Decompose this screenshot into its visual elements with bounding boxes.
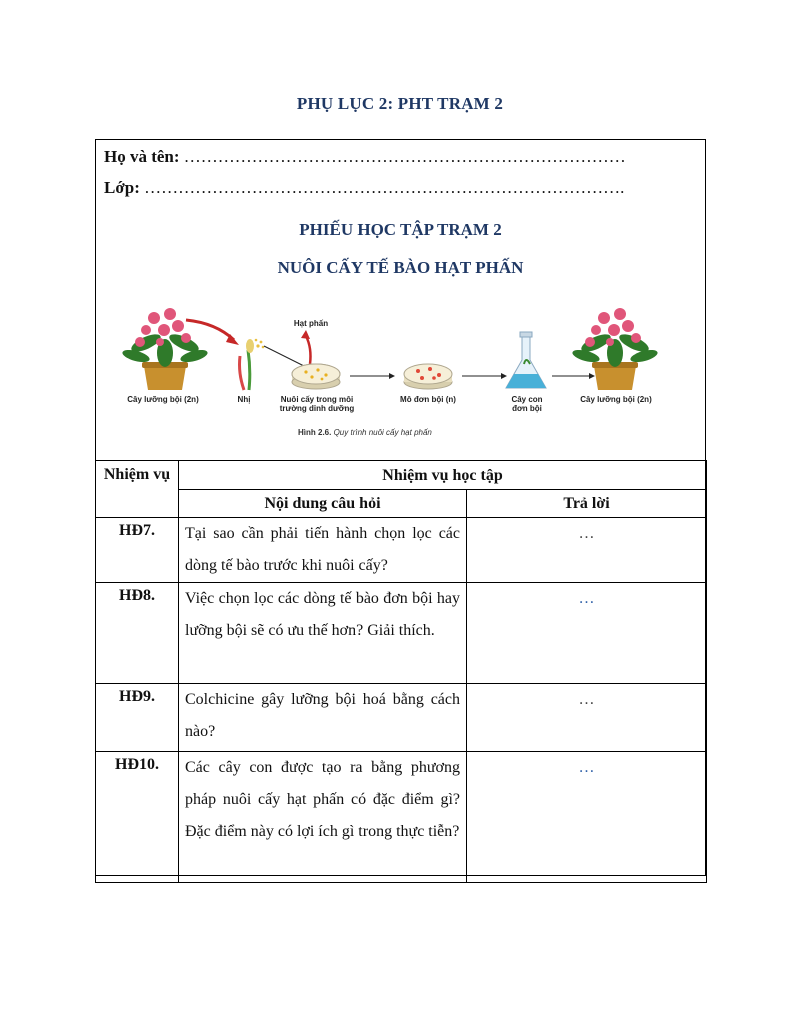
culture-dish-icon (292, 364, 340, 389)
worksheet-frame (95, 139, 706, 876)
answer-cell[interactable]: … (467, 518, 707, 583)
table-row (96, 583, 707, 684)
flask-icon (506, 332, 546, 388)
task-code: HĐ8. (96, 583, 179, 684)
label-stamen: Nhị (237, 395, 251, 404)
class-dots: …………………………………………………………………………. (144, 178, 625, 197)
diploid-plant-icon (571, 308, 659, 390)
header-question: Nội dung câu hỏi (179, 490, 467, 518)
table-row (96, 684, 707, 752)
stamen-icon (240, 339, 255, 390)
sheet-subtitle: NUÔI CẤY TẾ BÀO HẠT PHẤN (277, 258, 524, 277)
label-parent-plant: Cây lưỡng bội (2n) (127, 395, 199, 404)
answer-cell[interactable]: … (467, 583, 707, 684)
header-group: Nhiệm vụ học tập (179, 461, 707, 490)
task-question: Colchicine gây lưỡng bội hoá bằng cách nào? (179, 684, 467, 752)
sheet-title: PHIẾU HỌC TẬP TRẠM 2 (299, 220, 502, 239)
class-field[interactable] (104, 178, 624, 198)
task-question: Tại sao cần phải tiến hành chọn lọc các dòng tế bào trước khi nuôi cấy? (179, 518, 467, 583)
task-table (95, 460, 707, 883)
task-code: HĐ7. (96, 518, 179, 583)
label-haploid-seedling: Cây con đơn bội (511, 395, 543, 413)
task-question: Các cây con được tạo ra bằng phương pháp nuôi cấy hạt phấn có đặc điểm gì? Đặc điểm này có lợi ích gì trong thực tiễn? (179, 752, 467, 883)
header-answer: Trả lời (467, 490, 707, 518)
figure-illustration (106, 298, 666, 448)
label-haploid-tissue: Mô đơn bội (n) (400, 395, 456, 404)
caption-text: Quy trình nuôi cấy hạt phấn (333, 428, 432, 437)
header-task: Nhiệm vụ (96, 461, 179, 518)
task-code: HĐ10. (96, 752, 179, 883)
haploid-tissue-dish-icon (404, 364, 452, 389)
label-diploid-plant: Cây lưỡng bội (2n) (580, 395, 652, 404)
page-title: PHỤ LỤC 2: PHT TRẠM 2 (296, 94, 504, 113)
label-culture: Nuôi cấy trong môi trường dinh dưỡng (279, 395, 355, 413)
task-question: Việc chọn lọc các dòng tế bào đơn bội hay lưỡng bội sẽ có ưu thế hơn? Giải thích. (179, 583, 467, 684)
pollen-culture-figure (106, 298, 666, 448)
name-field[interactable] (104, 147, 626, 167)
table-row (96, 518, 707, 583)
label-pollen: Hạt phấn (293, 319, 329, 328)
class-label: Lớp: (104, 178, 140, 197)
name-dots: …………………………………………………………………… (183, 147, 626, 166)
answer-cell[interactable]: … (467, 684, 707, 752)
name-label: Họ và tên: (104, 147, 180, 166)
caption-number: Hình 2.6. (298, 428, 332, 437)
answer-cell[interactable]: … (467, 752, 707, 883)
task-code: HĐ9. (96, 684, 179, 752)
figure-caption (298, 428, 432, 437)
table-row (96, 752, 707, 883)
